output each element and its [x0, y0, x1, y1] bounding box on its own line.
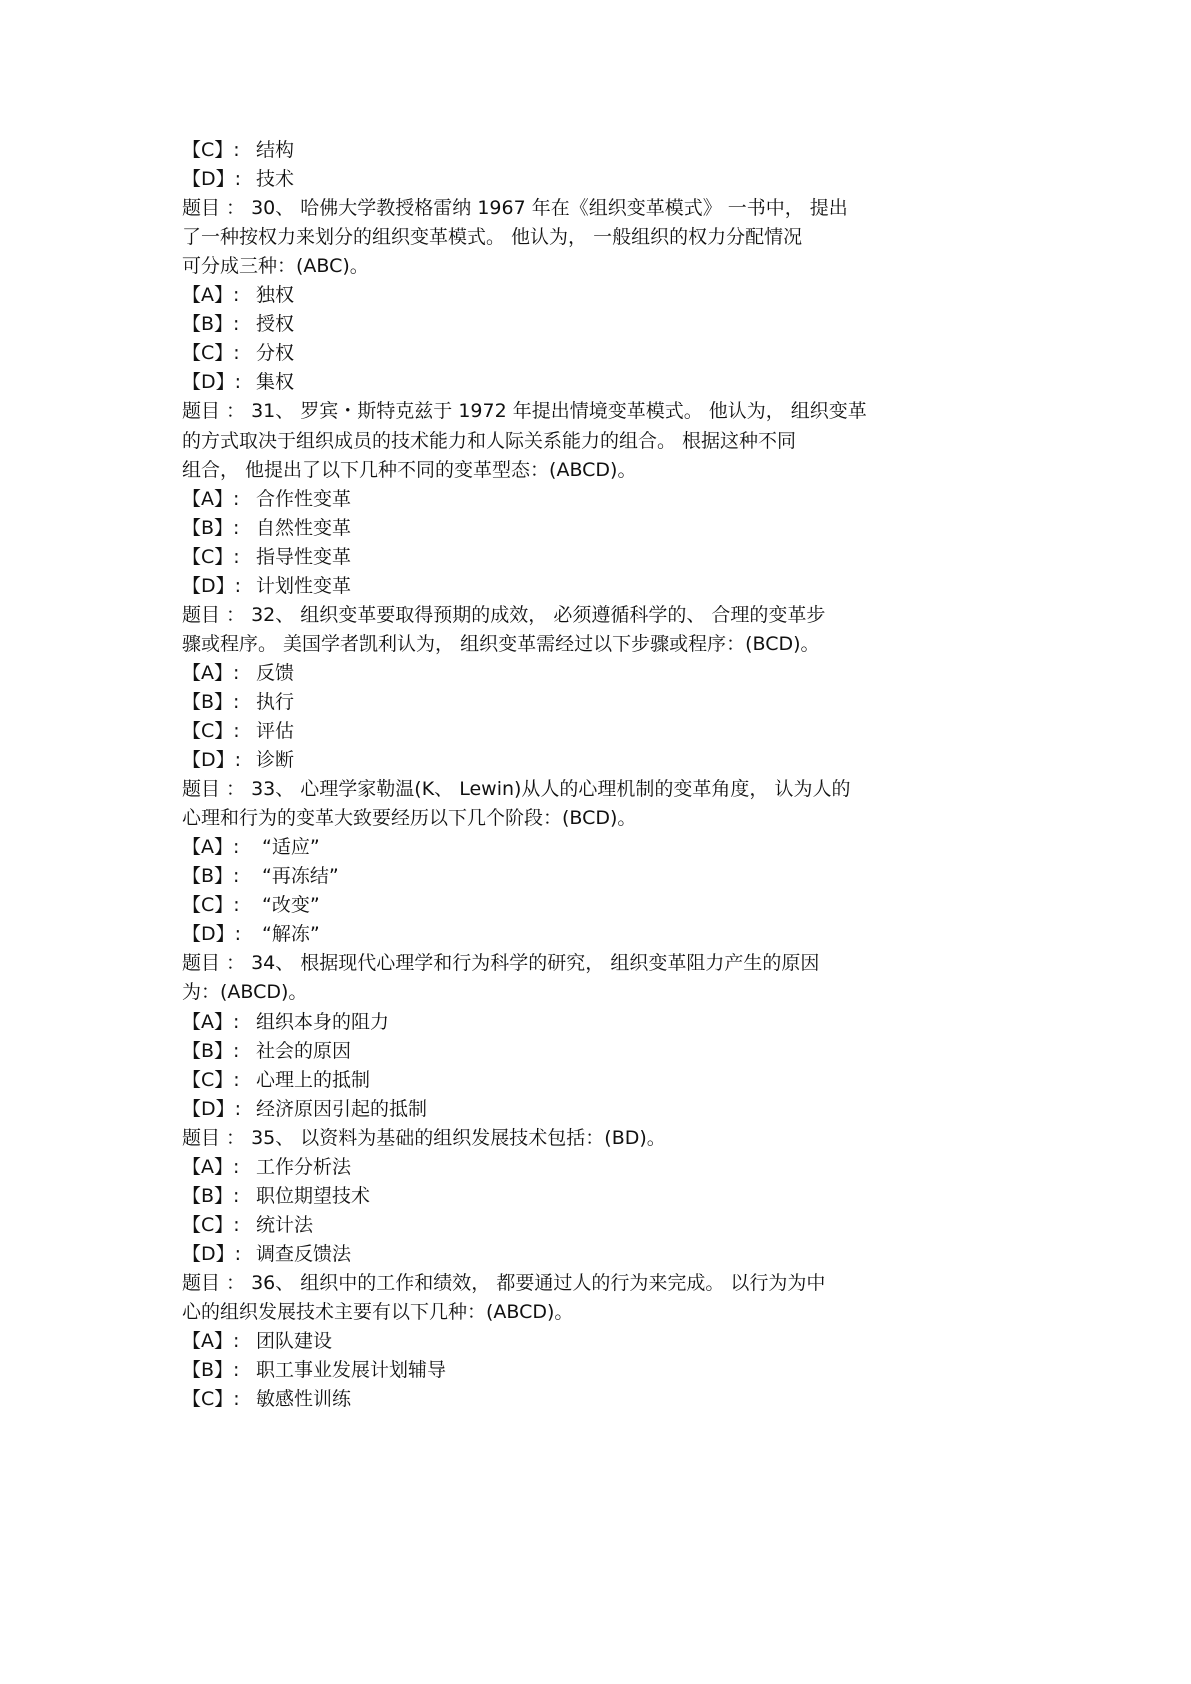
answer-option — [182, 690, 294, 714]
answer-option — [182, 341, 294, 365]
answer-option — [182, 1155, 351, 1179]
question-text-line: 题目 ： 32、 组织变革要取得预期的成效， 必须遵循科学的、 合理的变革步 — [182, 604, 826, 626]
option-text: 职位期望技术 — [256, 1185, 371, 1207]
answer-option — [182, 516, 351, 540]
answer-option — [182, 1387, 351, 1411]
option-label: 【D】: — [182, 923, 242, 945]
option-text: 组织本身的阻力 — [256, 1011, 390, 1033]
question-text-line: 可分成三种：(ABC)。 — [182, 255, 369, 277]
answer-option — [182, 893, 320, 917]
option-text: 独权 — [256, 284, 295, 306]
answer-option — [182, 864, 339, 888]
answer-option — [182, 574, 351, 598]
answer-option — [182, 1329, 332, 1353]
option-label: 【C】: — [182, 720, 240, 742]
option-label: 【A】: — [182, 1330, 240, 1352]
answer-option — [182, 748, 294, 772]
option-label: 【B】: — [182, 1185, 240, 1207]
question-text-line: 题目 ： 30、 哈佛大学教授格雷纳 1967 年在《组织变革模式》 一书中， 提出 — [182, 197, 848, 219]
answer-option — [182, 1184, 370, 1208]
question-text-line: 骤或程序。 美国学者凯利认为， 组织变革需经过以下步骤或程序：(BCD)。 — [182, 633, 820, 655]
option-label: 【A】: — [182, 662, 240, 684]
answer-option — [182, 1097, 427, 1121]
option-text: “适应” — [262, 836, 320, 858]
answer-option — [182, 283, 294, 307]
option-label: 【A】: — [182, 836, 240, 858]
option-text: 计划性变革 — [256, 575, 352, 597]
option-text: 授权 — [256, 313, 295, 335]
answer-option — [182, 1213, 313, 1237]
option-label: 【C】: — [182, 1214, 240, 1236]
option-text: 职工事业发展计划辅导 — [256, 1359, 447, 1381]
option-text: 反馈 — [256, 662, 295, 684]
option-label: 【A】: — [182, 1156, 240, 1178]
answer-option — [182, 1068, 370, 1092]
answer-option — [182, 487, 351, 511]
option-label: 【B】: — [182, 865, 240, 887]
option-label: 【D】: — [182, 1098, 242, 1120]
question-text-line: 心理和行为的变革大致要经历以下几个阶段：(BCD)。 — [182, 807, 637, 829]
answer-option — [182, 167, 294, 191]
option-text: “解冻” — [262, 923, 320, 945]
answer-option — [182, 922, 320, 946]
option-text: 分权 — [256, 342, 295, 364]
option-text: 结构 — [256, 139, 295, 161]
option-label: 【D】: — [182, 749, 242, 771]
answer-option — [182, 1358, 446, 1382]
option-text: “改变” — [262, 894, 320, 916]
option-text: 指导性变革 — [256, 546, 352, 568]
option-label: 【B】: — [182, 1359, 240, 1381]
question-text-line: 为：(ABCD)。 — [182, 981, 308, 1003]
option-label: 【C】: — [182, 342, 240, 364]
option-text: “再冻结” — [262, 865, 339, 887]
answer-option — [182, 661, 294, 685]
option-text: 评估 — [256, 720, 295, 742]
option-label: 【C】: — [182, 546, 240, 568]
option-text: 合作性变革 — [256, 488, 352, 510]
option-text: 技术 — [256, 168, 295, 190]
option-label: 【A】: — [182, 1011, 240, 1033]
answer-option — [182, 312, 294, 336]
answer-option — [182, 719, 294, 743]
option-text: 经济原因引起的抵制 — [256, 1098, 428, 1120]
option-label: 【C】: — [182, 894, 240, 916]
question-text-line: 的方式取决于组织成员的技术能力和人际关系能力的组合。 根据这种不同 — [182, 430, 797, 452]
question-text-line: 题目 ： 33、 心理学家勒温(K、 Lewin)从人的心理机制的变革角度， 认为人的 — [182, 778, 851, 800]
option-label: 【B】: — [182, 1040, 240, 1062]
answer-option — [182, 1039, 351, 1063]
option-label: 【D】: — [182, 168, 242, 190]
question-text-line: 心的组织发展技术主要有以下几种：(ABCD)。 — [182, 1301, 574, 1323]
option-text: 敏感性训练 — [256, 1388, 352, 1410]
answer-option — [182, 1242, 351, 1266]
option-text: 执行 — [256, 691, 295, 713]
option-label: 【B】: — [182, 313, 240, 335]
option-text: 调查反馈法 — [256, 1243, 352, 1265]
answer-option — [182, 370, 294, 394]
answer-option — [182, 138, 294, 162]
option-label: 【D】: — [182, 1243, 242, 1265]
question-text-line: 题目 ： 35、 以资料为基础的组织发展技术包括：(BD)。 — [182, 1127, 666, 1149]
option-text: 团队建设 — [256, 1330, 333, 1352]
option-label: 【C】: — [182, 139, 240, 161]
option-label: 【A】: — [182, 284, 240, 306]
option-text: 集权 — [256, 371, 295, 393]
answer-option — [182, 835, 320, 859]
option-text: 心理上的抵制 — [256, 1069, 371, 1091]
option-label: 【D】: — [182, 575, 242, 597]
question-text-line: 题目 ： 31、 罗宾・斯特克兹于 1972 年提出情境变革模式。 他认为， 组织变革 — [182, 400, 867, 422]
option-label: 【C】: — [182, 1388, 240, 1410]
option-text: 工作分析法 — [256, 1156, 352, 1178]
option-text: 诊断 — [256, 749, 295, 771]
question-text-line: 题目 ： 36、 组织中的工作和绩效， 都要通过人的行为来完成。 以行为为中 — [182, 1272, 826, 1294]
question-text-line: 组合， 他提出了以下几种不同的变革型态：(ABCD)。 — [182, 459, 637, 481]
question-text-line: 题目 ： 34、 根据现代心理学和行为科学的研究， 组织变革阻力产生的原因 — [182, 952, 820, 974]
option-label: 【A】: — [182, 488, 240, 510]
question-text-line: 了一种按权力来划分的组织变革模式。 他认为， 一般组织的权力分配情况 — [182, 226, 803, 248]
option-label: 【B】: — [182, 691, 240, 713]
option-text: 统计法 — [256, 1214, 314, 1236]
option-label: 【C】: — [182, 1069, 240, 1091]
answer-option — [182, 1010, 389, 1034]
option-label: 【D】: — [182, 371, 242, 393]
answer-option — [182, 545, 351, 569]
option-label: 【B】: — [182, 517, 240, 539]
option-text: 社会的原因 — [256, 1040, 352, 1062]
option-text: 自然性变革 — [256, 517, 352, 539]
